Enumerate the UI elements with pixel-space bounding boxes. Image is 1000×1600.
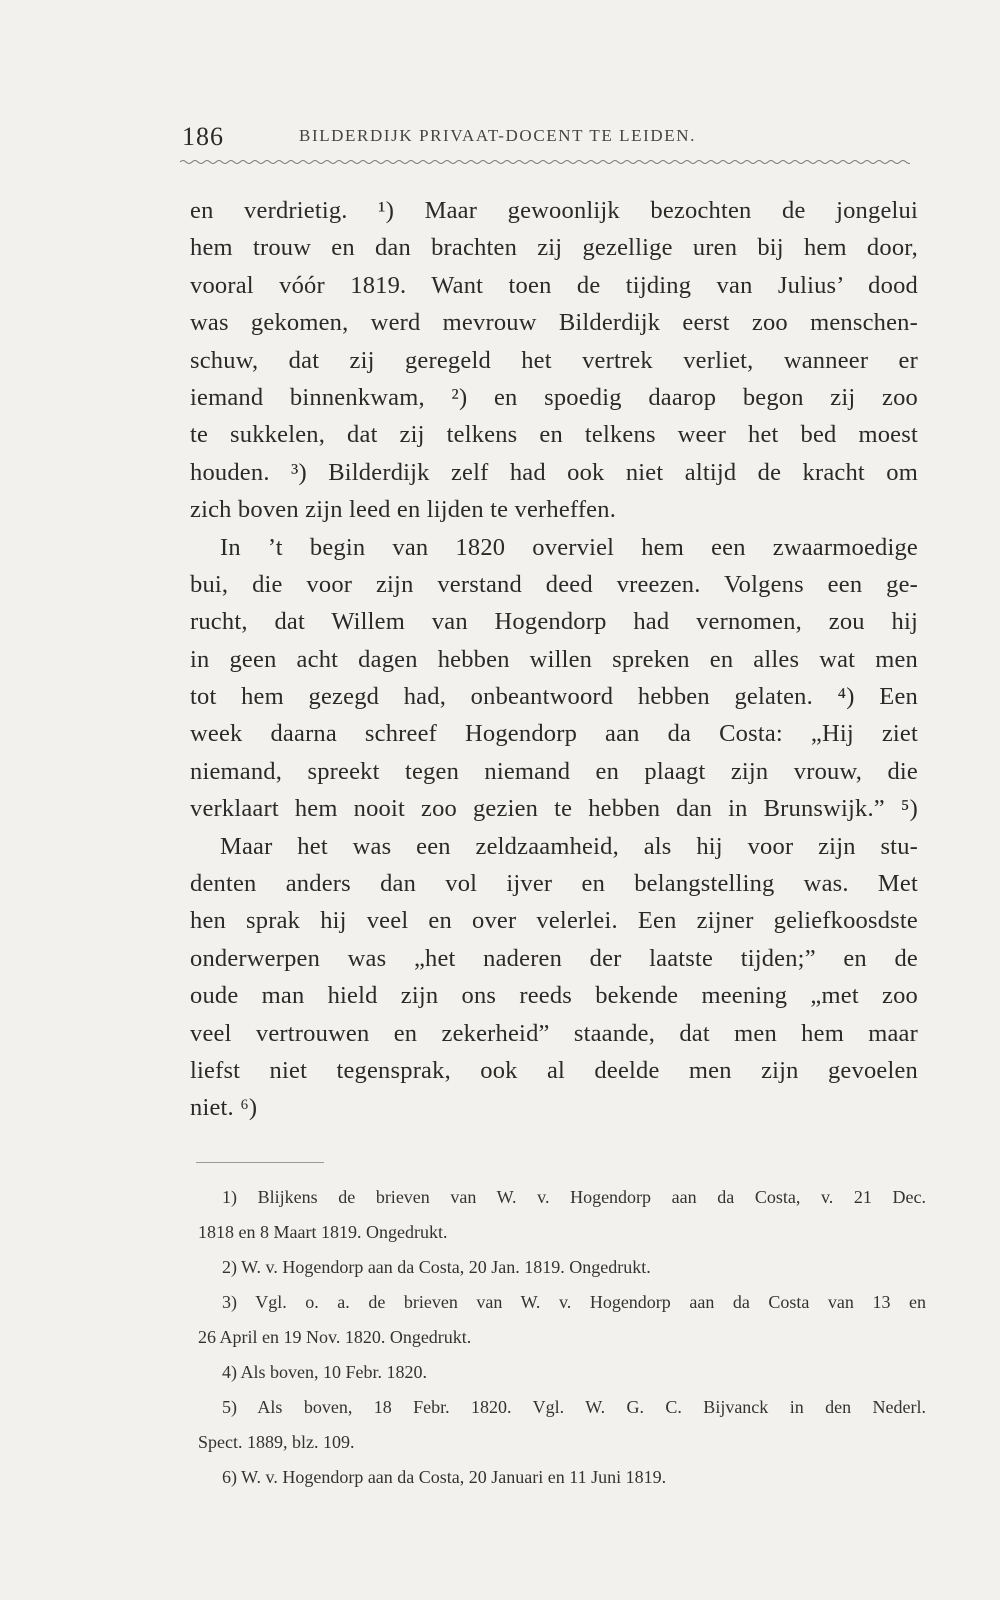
text-line: verklaart hem nooit zoo gezien te hebben dan in Brunswijk.” ⁵)	[190, 795, 918, 823]
footnote-line: 1818 en 8 Maart 1819. Ongedrukt.	[198, 1222, 448, 1242]
footnotes	[198, 1180, 926, 1495]
text-line: bui, die voor zijn verstand deed vreezen. Volgens een ge-	[190, 570, 918, 598]
footnote-separator	[196, 1162, 324, 1163]
text-line: tot hem gezegd had, onbeantwoord hebben gelaten. ⁴) Een	[190, 683, 918, 711]
text-line: vooral vóór 1819. Want toen de tijding van Julius’ dood	[190, 271, 918, 299]
running-title: BILDERDIJK PRIVAAT-DOCENT TE LEIDEN.	[299, 126, 696, 145]
text-line: niet. ⁶)	[190, 1094, 258, 1122]
footnote-line: 26 April en 19 Nov. 1820. Ongedrukt.	[198, 1327, 472, 1347]
text-line: liefst niet tegensprak, ook al deelde men zijn gevoelen	[190, 1056, 918, 1084]
text-line: hen sprak hij veel en over velerlei. Een zijner geliefkoosdste	[190, 907, 918, 935]
text-line: week daarna schreef Hogendorp aan da Costa: „Hij ziet	[190, 720, 918, 748]
text-line: in geen acht dagen hebben willen spreken en alles wat men	[190, 645, 918, 673]
text-line: was gekomen, werd mevrouw Bilderdijk eerst zoo menschen-	[190, 309, 918, 337]
running-head	[182, 118, 912, 158]
page-number: 186	[182, 122, 224, 151]
footnote-line: Spect. 1889, blz. 109.	[198, 1432, 355, 1452]
text-line: onderwerpen was „het naderen der laatste tijden;” en de	[190, 944, 918, 972]
text-line: zich boven zijn leed en lijden te verheffen.	[190, 496, 617, 524]
text-line: Maar het was een zeldzaamheid, als hij voor zijn stu-	[220, 832, 918, 860]
footnote-line: 5) Als boven, 18 Febr. 1820. Vgl. W. G. C. Bijvanck in den Nederl.	[222, 1397, 926, 1417]
text-line: hem trouw en dan brachten zij gezellige uren bij hem door,	[190, 234, 918, 262]
text-line: niemand, spreekt tegen niemand en plaagt zijn vrouw, die	[190, 757, 918, 785]
text-line: schuw, dat zij geregeld het vertrek verliet, wanneer er	[190, 346, 918, 374]
footnote-line: 3) Vgl. o. a. de brieven van W. v. Hogendorp aan da Costa van 13 en	[222, 1292, 926, 1312]
text-line: rucht, dat Willem van Hogendorp had vernomen, zou hij	[190, 608, 918, 636]
text-line: veel vertrouwen en zekerheid” staande, dat men hem maar	[190, 1019, 918, 1047]
footnote-line: 2) W. v. Hogendorp aan da Costa, 20 Jan. 1819. Ongedrukt.	[222, 1257, 651, 1277]
footnote-line: 1) Blijkens de brieven van W. v. Hogendorp aan da Costa, v. 21 Dec.	[222, 1187, 926, 1207]
footnote-line: 4) Als boven, 10 Febr. 1820.	[222, 1362, 427, 1382]
text-line: iemand binnenkwam, ²) en spoedig daarop begon zij zoo	[190, 383, 918, 411]
footnote-line: 6) W. v. Hogendorp aan da Costa, 20 Januari en 11 Juni 1819.	[222, 1467, 667, 1487]
text-line: te sukkelen, dat zij telkens en telkens weer het bed moest	[190, 421, 918, 449]
text-line: denten anders dan vol ijver en belangstelling was. Met	[190, 870, 918, 898]
text-line: oude man hield zijn ons reeds bekende meening „met zoo	[190, 982, 918, 1010]
text-line: en verdrietig. ¹) Maar gewoonlijk bezochten de jongelui	[190, 197, 918, 224]
text-line: houden. ³) Bilderdijk zelf had ook niet altijd de kracht om	[190, 458, 918, 486]
text-line: In ’t begin van 1820 overviel hem een zwaarmoedige	[220, 533, 918, 561]
body-text	[190, 192, 918, 1127]
header-wavy-rule	[180, 158, 910, 166]
